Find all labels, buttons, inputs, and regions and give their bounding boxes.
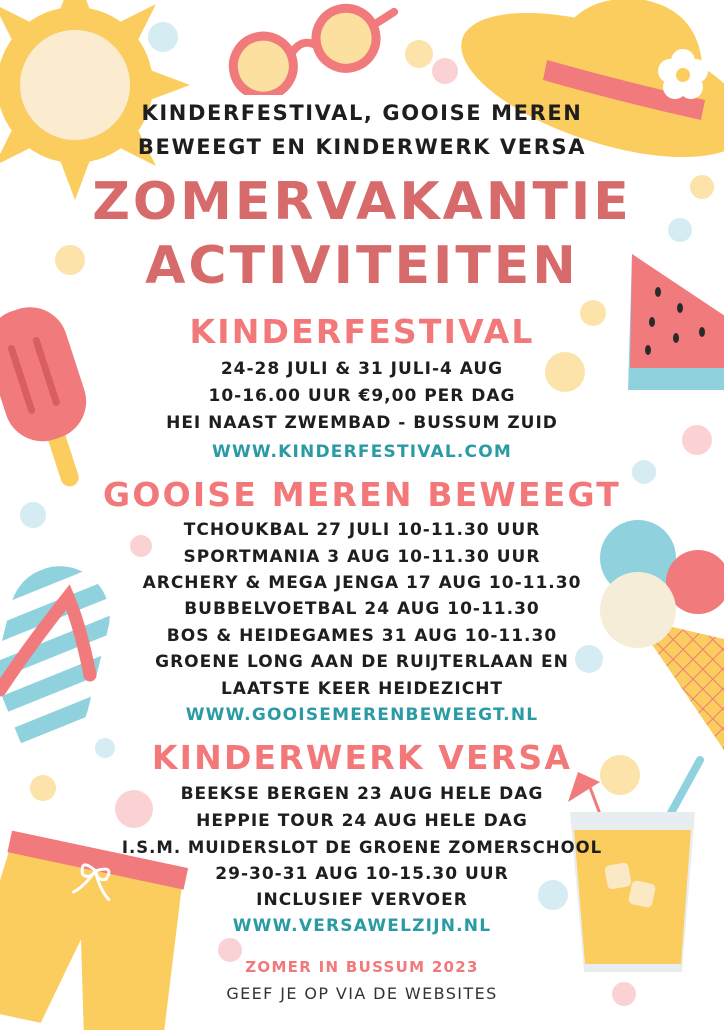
section-line: I.S.M. MUIDERSLOT DE GROENE ZOMERSCHOOL <box>121 838 603 857</box>
gooise-meren-beweegt-website-link[interactable]: WWW.GOOISEMERENBEWEEGT.NL <box>185 705 539 725</box>
section-line: 10-16.00 UUR €9,00 PER DAG <box>208 386 516 406</box>
section-line: HEPPIE TOUR 24 AUG HELE DAG <box>196 811 528 831</box>
intro-line-1: KINDERFESTIVAL, GOOISE MEREN <box>141 101 583 125</box>
section-line: 29-30-31 AUG 10-15.30 UUR <box>215 864 509 884</box>
intro-line-2: BEWEEGT EN KINDERWERK VERSA <box>137 135 587 159</box>
section-heading-kinderwerk-versa: KINDERWERK VERSA <box>151 738 573 777</box>
kinderfestival-website-link[interactable]: WWW.KINDERFESTIVAL.COM <box>212 442 512 462</box>
section-line: GROENE LONG AAN DE RUIJTERLAAN EN <box>155 652 569 672</box>
sunglasses-icon <box>212 0 402 95</box>
section-line: SPORTMANIA 3 AUG 10-11.30 UUR <box>183 547 541 567</box>
section-line: 24-28 JULI & 31 JULI-4 AUG <box>220 359 504 379</box>
page-title-line-1: ZOMERVAKANTIE <box>92 172 632 232</box>
footer-call-to-action: GEEF JE OP VIA DE WEBSITES <box>226 984 498 1003</box>
sun-icon <box>0 0 190 200</box>
section-line: INCLUSIEF VERVOER <box>256 890 468 910</box>
confetti-dot <box>405 40 433 68</box>
section-line: LAATSTE KEER HEIDEZICHT <box>220 679 504 699</box>
section-line: BOS & HEIDEGAMES 31 AUG 10-11.30 <box>166 626 558 646</box>
section-line: BUBBELVOETBAL 24 AUG 10-11.30 <box>184 599 540 619</box>
page-title-line-2: ACTIVITEITEN <box>145 236 579 296</box>
section-line: ARCHERY & MEGA JENGA 17 AUG 10-11.30 <box>142 573 582 593</box>
section-heading-kinderfestival: KINDERFESTIVAL <box>189 312 535 351</box>
footer-tagline: ZOMER IN BUSSUM 2023 <box>245 958 479 976</box>
section-line: BEEKSE BERGEN 23 AUG HELE DAG <box>180 784 544 804</box>
section-line: TCHOUKBAL 27 JULI 10-11.30 UUR <box>183 520 541 540</box>
versa-welzijn-website-link[interactable]: WWW.VERSAWELZIJN.NL <box>232 916 492 936</box>
section-heading-gooise-meren-beweegt: GOOISE MEREN BEWEEGT <box>103 475 621 514</box>
section-line: HEI NAAST ZWEMBAD - BUSSUM ZUID <box>166 413 558 433</box>
